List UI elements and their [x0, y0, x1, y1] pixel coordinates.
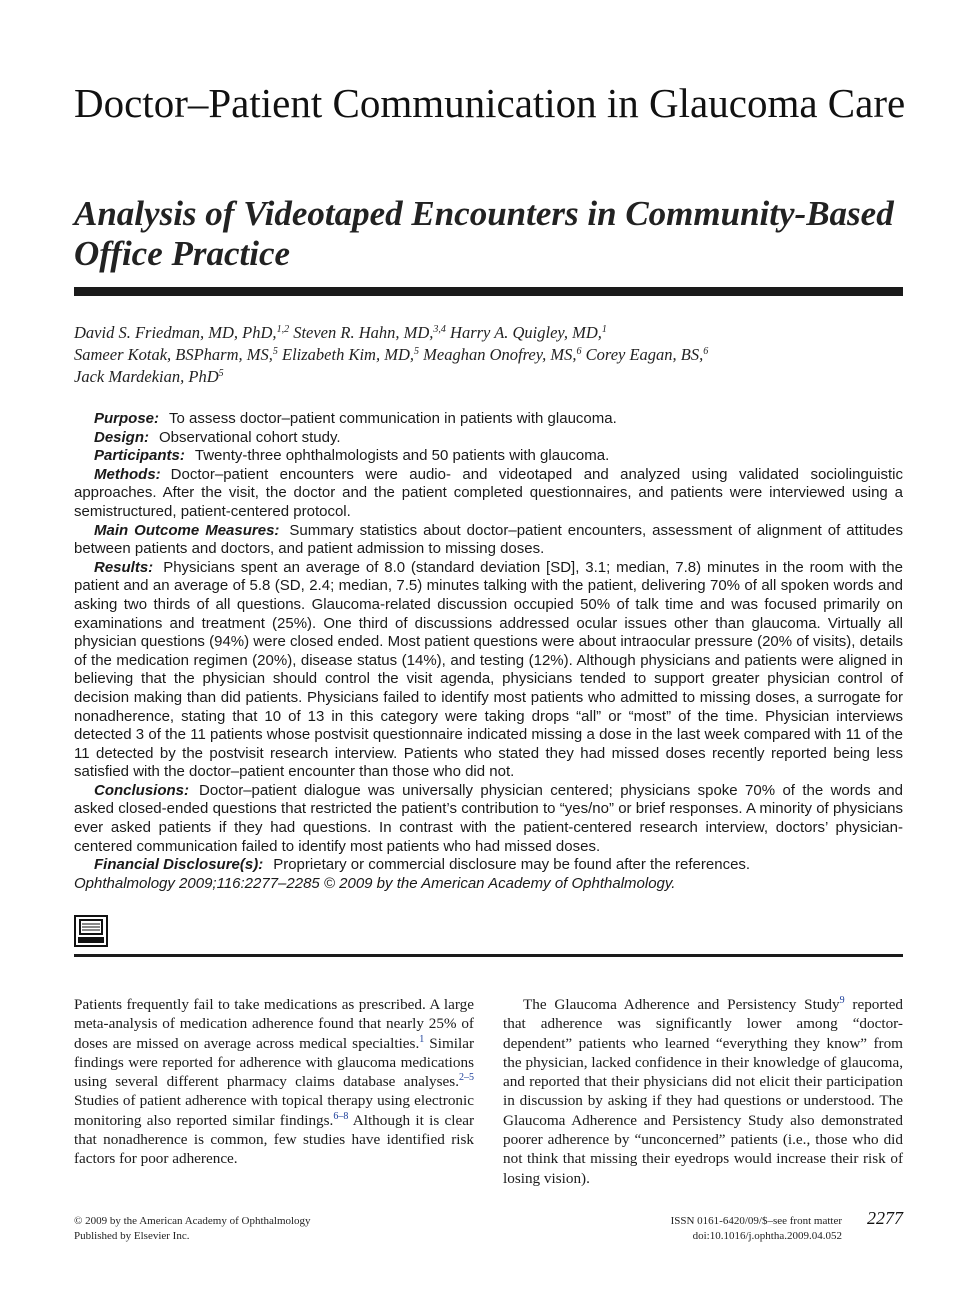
- author-affiliation: 5: [272, 346, 278, 357]
- author-line: [74, 366, 904, 388]
- author-name: David S. Friedman, MD, PhD,: [74, 323, 277, 342]
- author-line: [74, 322, 904, 344]
- body-column-left: [74, 995, 474, 1169]
- section-text: Twenty-three ophthalmologists and 50 patients with glaucoma.: [194, 447, 610, 465]
- author-affiliation: 6: [703, 346, 709, 357]
- section-label: Participants:: [94, 447, 185, 465]
- doi: doi:10.1016/j.ophtha.2009.04.052: [692, 1230, 842, 1242]
- section-text: Doctor–patient dialogue was universally physician centered; physicians spoke 70% of the words and asked closed-ended questions that restricted the patient’s contribution to “yes/no” or brief responses. A minority of physicians ever asked patients if they had questions. In contrast with the patient-centered research interview, doctors’ physician-centered communication failed to identify most patients who had missed doses.: [74, 781, 903, 855]
- author-affiliation: 1: [601, 324, 607, 335]
- reference-link[interactable]: 1: [419, 1033, 425, 1045]
- issn: ISSN 0161-6420/09/$–see front matter: [670, 1215, 842, 1227]
- body-column-right: [503, 995, 903, 1188]
- section-label: Results:: [94, 558, 154, 576]
- section-text: To assess doctor–patient communication in patients with glaucoma.: [169, 410, 617, 427]
- body-text: Studies of patient adherence with topical therapy using electronic monitoring also reported similar findings.: [74, 1092, 474, 1129]
- copyright-notice: © 2009 by the American Academy of Ophthalmology: [74, 1215, 311, 1227]
- section-label: Financial Disclosure(s):: [94, 856, 264, 874]
- section-label: Methods:: [94, 465, 161, 483]
- author-name: Sameer Kotak, BSPharm, MS,: [74, 345, 273, 364]
- author-name: Corey Eagan, BS,: [585, 345, 704, 364]
- section-text: Summary statistics about doctor–patient encounters, assessment of alignment of attitudes between patients and doctors, and patient admission to missing doses.: [74, 521, 903, 558]
- body-paragraph: [74, 995, 474, 1169]
- author-name: Steven R. Hahn, MD,: [293, 323, 434, 342]
- section-text: Observational cohort study.: [159, 428, 341, 446]
- publisher: Published by Elsevier Inc.: [74, 1230, 190, 1242]
- abstract-outcome-measures: [74, 522, 903, 559]
- abstract-purpose: [74, 410, 903, 429]
- abstract-methods: [74, 466, 903, 522]
- title-divider: [74, 287, 903, 296]
- author-affiliation: 5: [414, 346, 420, 357]
- author-affiliation: 6: [576, 346, 582, 357]
- abstract-results: [74, 559, 903, 782]
- reference-link[interactable]: 9: [839, 995, 845, 1006]
- abstract-design: [74, 429, 903, 448]
- author-name: Elizabeth Kim, MD,: [282, 345, 415, 364]
- author-name: Jack Mardekian, PhD: [74, 367, 219, 386]
- author-line: [74, 344, 904, 366]
- computer-monitor-icon[interactable]: [74, 915, 108, 947]
- section-label: Design:: [94, 428, 150, 446]
- abstract-conclusions: [74, 782, 903, 856]
- section-text: Doctor–patient encounters were audio- and videotaped and analyzed using validated sociolinguistic approaches. After the visit, the doctor and the patient completed questionnaires, and patients were interviewed using a semistructured, patient-centered protocol.: [74, 465, 903, 520]
- footer-right: [671, 1214, 842, 1244]
- article-title: Doctor–Patient Communication in Glaucoma Care: [74, 80, 906, 126]
- abstract-financial-disclosure: [74, 856, 903, 875]
- section-label: Purpose:: [94, 410, 160, 427]
- abstract-participants: [74, 447, 903, 466]
- reference-link[interactable]: 6–8: [333, 1110, 349, 1122]
- page-number: 2277: [867, 1208, 903, 1228]
- reference-link[interactable]: 2–5: [459, 1072, 474, 1084]
- author-name: Harry A. Quigley, MD,: [450, 323, 602, 342]
- footer-left: [74, 1214, 311, 1244]
- section-text: Proprietary or commercial disclosure may be found after the references.: [273, 856, 751, 874]
- abstract: [74, 410, 903, 893]
- section-label: Main Outcome Measures:: [94, 521, 280, 539]
- body-text: reported that adherence was significantly lower among “doctor-dependent” patients who learned “everything they know” from the physician, lacked confidence in their knowledge of glaucoma, and reported that their physicians did not elicit their participation in discussion by asking if they had questions or understood. The Glaucoma Adherence and Persistency Study also demonstrated poorer adherence by “unconcerned” patients (i.e., those who did not think that missing their eyedrops would increase their risk of losing vision).: [503, 996, 903, 1187]
- body-text: Similar findings were reported for adherence with glaucoma medications using several different pharmacy claims database analyses.: [74, 1034, 475, 1091]
- author-list: [74, 322, 904, 388]
- body-text: Patients frequently fail to take medications as prescribed. A large meta-analysis of medication adherence found that nearly 25% of doses are missed on average across medical specialties.: [74, 996, 474, 1052]
- author-name: Meaghan Onofrey, MS,: [423, 345, 577, 364]
- body-text: The Glaucoma Adherence and Persistency Study: [523, 996, 840, 1013]
- body-paragraph: [503, 995, 903, 1188]
- section-text: Physicians spent an average of 8.0 (standard deviation [SD], 3.1; median, 7.8) minutes in the room with the patient and an average of 5.8 (SD, 2.4; median, 7.5) minutes talking with the patient, delivering 70% of all spoken words and asking two thirds of all questions. Glaucoma-related discussion occupied 50% of talk time and was focused primarily on examinations and treatment (25%). One third of discussions addressed ocular issues other than glaucoma. Virtually all physician questions (94%) were closed ended. Most patient questions were about intraocular pressure (20% of visits), details of the medication regimen (20%), disease status (14%), and testing (12%). Although physicians and patients were aligned in believing that the physician should control the visit agenda, physicians tended to support greater physician control of decision making than did patients. Physicians failed to identify most patients who admitted to missing doses, a surrogate for nonadherence, stating that 10 of 13 in this category were taking drops “all” or “most” of the time. Physician interviews detected 3 of the 11 patients whose postvisit questionnaire indicated missing a dose in the last week compared with 11 of the 11 detected by the postvisit research interview. Patients who stated they had missed doses recently reported being less satisfied with the doctor–patient encounter than those who did not.: [74, 558, 903, 781]
- author-affiliation: 1,2: [276, 324, 290, 335]
- author-affiliation: 5: [218, 368, 224, 379]
- author-affiliation: 3,4: [433, 324, 446, 335]
- section-label: Conclusions:: [94, 781, 190, 799]
- journal-citation: Ophthalmology 2009;116:2277–2285 © 2009 by the American Academy of Ophthalmology.: [74, 874, 676, 892]
- body-text: Although it is clear that nonadherence is common, few studies have identified risk factors for poor adherence.: [74, 1111, 474, 1168]
- article-subtitle: Analysis of Videotaped Encounters in Community-Based Office Practice: [74, 194, 894, 273]
- abstract-divider: [74, 954, 903, 957]
